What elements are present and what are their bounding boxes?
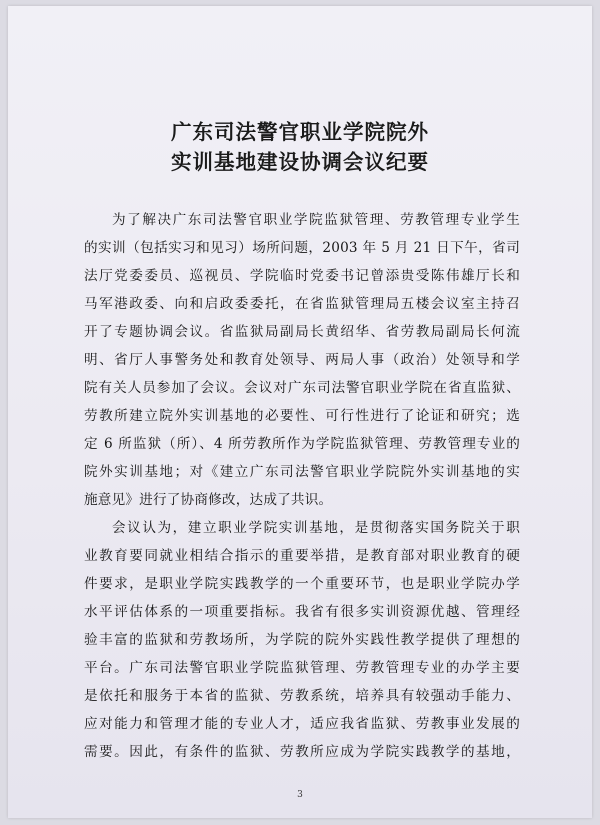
paragraph-1-line-10: 院外实训基地；对《建立广东司法警官职业学院院外实训基地的实	[84, 464, 520, 480]
paragraph-2-line-7: 是依托和服务于本省的监狱、劳教系统，培养具有较强动手能力、	[84, 688, 520, 704]
paragraph-1-line-3: 法厅党委委员、巡视员、学院临时党委书记曾添贵受陈伟雄厅长和	[84, 268, 520, 284]
paragraph-2-line-9: 需要。因此，有条件的监狱、劳教所应成为学院实践教学的基地，	[84, 744, 520, 760]
paragraph-1-line-1: 为了解决广东司法警官职业学院监狱管理、劳教管理专业学生	[112, 212, 520, 228]
paragraph-1-line-11: 施意见》进行了协商修改，达成了共识。	[84, 492, 333, 508]
paragraph-1-line-5: 开了专题协调会议。省监狱局副局长黄绍华、省劳教局副局长何流	[84, 324, 520, 340]
paragraph-2-line-4: 水平评估体系的一项重要指标。我省有很多实训资源优越、管理经	[84, 604, 520, 620]
paragraph-2-line-1: 会议认为，建立职业学院实训基地，是贯彻落实国务院关于职	[112, 520, 520, 536]
paragraph-1-line-7: 院有关人员参加了会议。会议对广东司法警官职业学院在省直监狱、	[84, 380, 520, 396]
document-title-line-2: 实训基地建设协调会议纪要	[171, 150, 429, 174]
paragraph-2-line-6: 平台。广东司法警官职业学院监狱管理、劳教管理专业的办学主要	[84, 660, 520, 676]
document-title-line-1: 广东司法警官职业学院院外	[171, 120, 429, 144]
paragraph-1-line-9: 定 6 所监狱（所）、4 所劳教所作为学院监狱管理、劳教管理专业的	[84, 436, 520, 452]
paragraph-1-line-6: 明、省厅人事警务处和教育处领导、两局人事（政治）处领导和学	[84, 352, 520, 368]
paragraph-1-line-4: 马军港政委、向和启政委委托，在省监狱管理局五楼会议室主持召	[84, 296, 520, 312]
paragraph-1-line-2: 的实训（包括实习和见习）场所问题，2003 年 5 月 21 日下午，省司	[84, 240, 520, 256]
paragraph-2-line-2: 业教育要同就业相结合指示的重要举措，是教育部对职业教育的硬	[84, 548, 520, 564]
paragraph-2-line-3: 件要求，是职业学院实践教学的一个重要环节，也是职业学院办学	[84, 576, 520, 592]
page-number: 3	[297, 790, 303, 800]
paragraph-2-line-8: 应对能力和管理才能的专业人才，适应我省监狱、劳教事业发展的	[84, 716, 520, 732]
paragraph-1-line-8: 劳教所建立院外实训基地的必要性、可行性进行了论证和研究；选	[84, 408, 520, 424]
paragraph-2-line-5: 验丰富的监狱和劳教场所，为学院的院外实践性教学提供了理想的	[84, 632, 520, 648]
